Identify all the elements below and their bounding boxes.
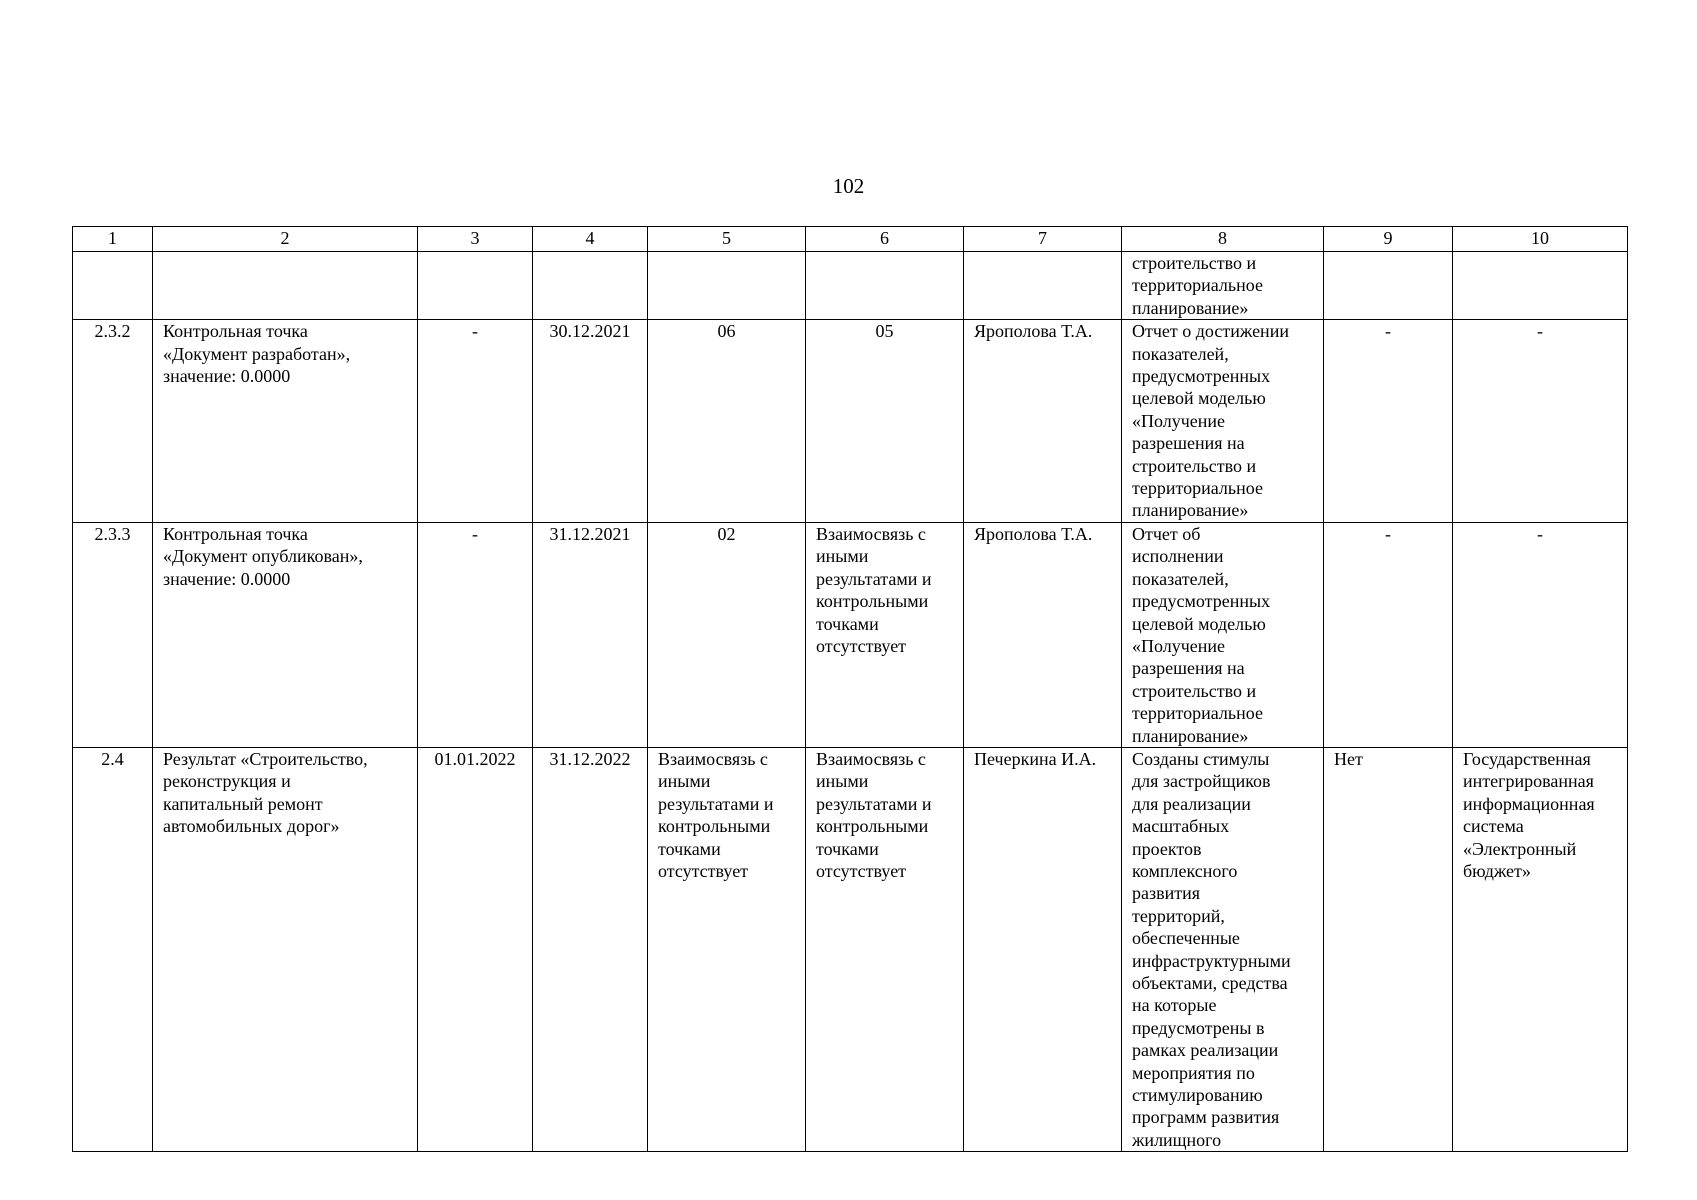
predecessor-cell: 02: [648, 522, 806, 747]
column-header: 7: [964, 227, 1122, 252]
end-date-cell: 30.12.2021: [533, 320, 648, 523]
end-date-cell: [533, 252, 648, 320]
predecessor-cell: 06: [648, 320, 806, 523]
table-header-row: [73, 227, 1628, 252]
col9-cell: Нет: [1324, 747, 1453, 1151]
predecessor-cell: Взаимосвязь с иными результатами и контрольными точками отсутствует: [648, 747, 806, 1151]
result-description-cell: строительство и территориальное планирование»: [1122, 252, 1324, 320]
column-header: 2: [153, 227, 418, 252]
column-header: 4: [533, 227, 648, 252]
successor-cell: 05: [806, 320, 964, 523]
table-row: [73, 252, 1628, 320]
table-row: [73, 522, 1628, 747]
end-date-cell: 31.12.2021: [533, 522, 648, 747]
name-cell: Результат «Строительство, реконструкция и капитальный ремонт автомобильных дорог»: [153, 747, 418, 1151]
start-date-cell: -: [418, 522, 533, 747]
result-description-cell: Отчет об исполнении показателей, предусмотренных целевой моделью «Получение разрешения на строительство и территориальное планирование»: [1122, 522, 1324, 747]
start-date-cell: [418, 252, 533, 320]
table-row: [73, 320, 1628, 523]
col9-cell: [1324, 252, 1453, 320]
document-table: [72, 226, 1628, 1152]
successor-cell: Взаимосвязь с иными результатами и контрольными точками отсутствует: [806, 747, 964, 1151]
row-number-cell: [73, 252, 153, 320]
responsible-cell: Ярополова Т.А.: [964, 320, 1122, 523]
info-system-cell: [1453, 252, 1628, 320]
row-number-cell: 2.3.2: [73, 320, 153, 523]
start-date-cell: -: [418, 320, 533, 523]
name-cell: Контрольная точка «Документ разработан», значение: 0.0000: [153, 320, 418, 523]
start-date-cell: 01.01.2022: [418, 747, 533, 1151]
responsible-cell: Печеркина И.А.: [964, 747, 1122, 1151]
column-header: 10: [1453, 227, 1628, 252]
responsible-cell: Ярополова Т.А.: [964, 522, 1122, 747]
info-system-cell: -: [1453, 320, 1628, 523]
result-description-cell: Созданы стимулы для застройщиков для реализации масштабных проектов комплексного развития территорий, обеспеченные инфраструктурными объектами, средства на которые предусмотрены в рамках реализации мероприятия по стимулированию программ развития жилищного: [1122, 747, 1324, 1151]
col9-cell: -: [1324, 522, 1453, 747]
table-row: [73, 747, 1628, 1151]
col9-cell: -: [1324, 320, 1453, 523]
row-number-cell: 2.4: [73, 747, 153, 1151]
column-header: 9: [1324, 227, 1453, 252]
successor-cell: [806, 252, 964, 320]
row-number-cell: 2.3.3: [73, 522, 153, 747]
column-header: 5: [648, 227, 806, 252]
column-header: 1: [73, 227, 153, 252]
name-cell: [153, 252, 418, 320]
name-cell: Контрольная точка «Документ опубликован», значение: 0.0000: [153, 522, 418, 747]
end-date-cell: 31.12.2022: [533, 747, 648, 1151]
column-header: 6: [806, 227, 964, 252]
info-system-cell: -: [1453, 522, 1628, 747]
info-system-cell: Государственная интегрированная информационная система «Электронный бюджет»: [1453, 747, 1628, 1151]
column-header: 3: [418, 227, 533, 252]
page-number: 102: [832, 174, 865, 198]
successor-cell: Взаимосвязь с иными результатами и контрольными точками отсутствует: [806, 522, 964, 747]
column-header: 8: [1122, 227, 1324, 252]
predecessor-cell: [648, 252, 806, 320]
responsible-cell: [964, 252, 1122, 320]
result-description-cell: Отчет о достижении показателей, предусмотренных целевой моделью «Получение разрешения на строительство и территориальное планирование»: [1122, 320, 1324, 523]
